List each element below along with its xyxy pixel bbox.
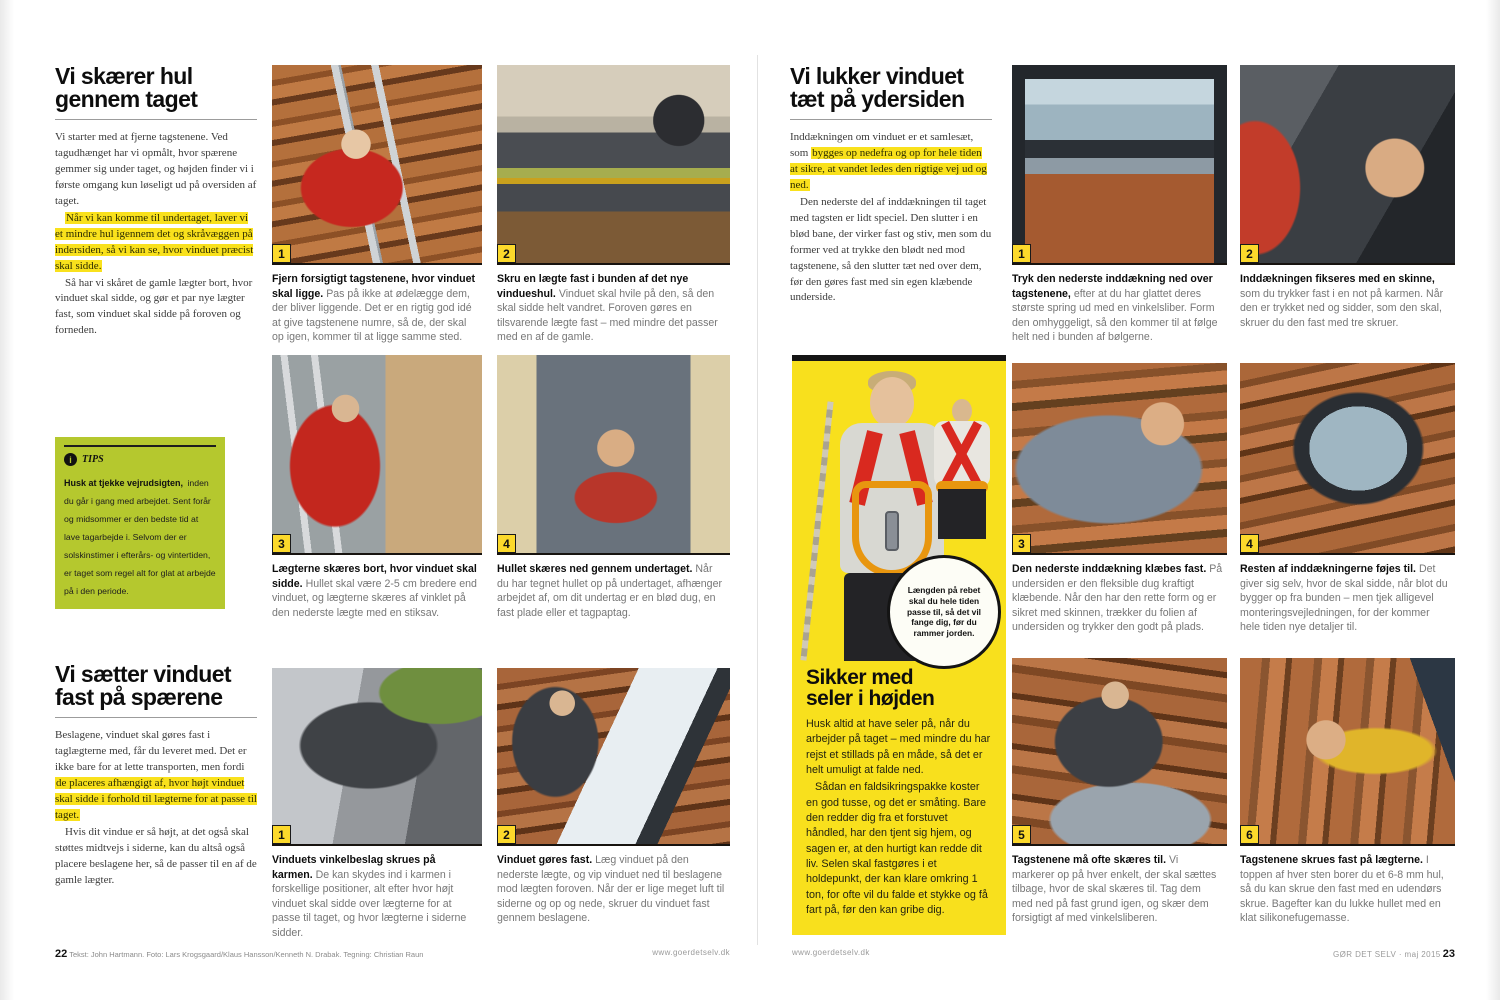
- caption-lead: Inddækningen fikseres med en skinne,: [1240, 273, 1435, 285]
- caption-lead: Hullet skæres ned gennem undertaget.: [497, 563, 693, 575]
- paragraph: Vi starter med at fjerne tagstenene. Ved tagudhænget har vi opmålt, hvor spærene gemmer sig under taget, og højden finder vi i første omgang kun løseligt ud på oversiden af taget.: [55, 131, 257, 207]
- step-caption: [272, 562, 478, 620]
- caption-text: Vinduet skal hvile på den, så den skal sidde helt vandret. Foroven gøres en tilsvarende lægte fast – med mindre det passer med en af de gamle.: [497, 287, 718, 344]
- title-rule: [790, 119, 992, 120]
- caption-text: I toppen af hver sten borer du et 6-8 mm hul, så du kan skrue den fast med en udendørs skrue. Bagefter kan du lukke hullet med en klat silikonefugemasse.: [1240, 854, 1444, 925]
- paragraph: Inddækningen om vinduet er et samlesæt, som bygges op nedefra og op for hele tiden at sikre, at vandet ledes den rigtige vej ud og ned.: [790, 131, 987, 191]
- step-number-badge: 1: [272, 244, 291, 263]
- photo-marking-wall: [272, 355, 482, 555]
- step-caption: [1240, 272, 1451, 330]
- caption-text: Vi markerer op på hver enkelt, der skal sættes tilbage, hvor de skal skæres til. Tag dem med ned på fast grund igen, og skær dem forsigtigt af med vinkelsliberen.: [1012, 854, 1217, 925]
- caption-lead: Lægterne skæres bort, hvor vinduet skal sidde.: [272, 563, 477, 590]
- figure-head: [870, 377, 914, 427]
- step-caption: [1240, 853, 1451, 926]
- step-caption: [1012, 853, 1223, 926]
- step-caption: [1012, 562, 1223, 635]
- safety-panel: [792, 355, 1006, 935]
- caption-lead: Vinduets vinkelbeslag skrues på karmen.: [272, 854, 436, 881]
- caption-lead: Den nederste inddækning klæbes fast.: [1012, 563, 1207, 575]
- safety-rope: [800, 401, 833, 660]
- caption-lead: Tagstenene må ofte skæres til.: [1012, 854, 1167, 866]
- issue-line: GØR DET SELV · maj 2015: [1333, 950, 1441, 959]
- title-rule: [55, 717, 257, 718]
- step-number-badge: 4: [497, 534, 516, 553]
- step-number-badge: 6: [1240, 825, 1259, 844]
- caption-lead: Vinduet gøres fast.: [497, 854, 593, 866]
- photo-drilling-bracket: [272, 668, 482, 846]
- tips-label: TIPS: [82, 454, 104, 465]
- caption-text: Læg vinduet på den nederste lægte, og vip vinduet ned til beslagene mod lægten foroven. Når der er lige meget luft til siderne og op og nede, skruer du vinduet fast gennem beslagene.: [497, 854, 725, 925]
- left-footer: [55, 948, 423, 960]
- right-footer: [1255, 948, 1455, 960]
- left-footer-site: www.goerdetselv.dk: [652, 948, 730, 957]
- step-number-badge: 1: [272, 825, 291, 844]
- page-fold-divider: [757, 55, 758, 945]
- caption-lead: Tryk den nederste inddækning ned over tagstenene,: [1012, 273, 1213, 300]
- photo-window-flashing-top: [1012, 65, 1227, 265]
- step-number-badge: 3: [1012, 534, 1031, 553]
- step-caption: [1240, 562, 1451, 635]
- tips-header: [64, 445, 216, 466]
- paragraph: Så har vi skåret de gamle lægter bort, hvor vinduet skal sidde, og gør et par nye lægter fast, som vinduet skal sidde på foroven og forneden.: [55, 276, 253, 337]
- paragraph: Når vi kan komme til undertaget, laver vi et mindre hul igennem det og skråvæggen på indersiden, så vi kan se, hvor vinduet præcist skal sidde.: [55, 211, 254, 272]
- caption-lead: Fjern forsigtigt tagstenene, hvor vinduet skal ligge.: [272, 273, 476, 300]
- step-number-badge: 2: [497, 244, 516, 263]
- photo-flashing-rail: [1240, 65, 1455, 265]
- tips-lead: Husk at tjekke vejrudsigten,: [64, 478, 184, 488]
- tips-box: [55, 437, 225, 609]
- page-number: 23: [1442, 948, 1455, 960]
- photo-flashing-complete: [1240, 363, 1455, 555]
- tips-text: inden du går i gang med arbejdet. Sent forår og midsommer er den bedste tid at lave tagarbejde i. Selvom der er solskinstimer i efterårs- og vintertiden, er taget som regel alt for glat at arbejde på i den periode.: [64, 478, 216, 596]
- photo-cutting-tiles: [1012, 658, 1227, 846]
- paragraph: Beslagene, vinduet skal gøres fast i taglægterne med, får du leveret med. Det er ikke bare for at lette transporten, men fordi de placeres afhængigt af, hvor højt vinduet skal sidde i forhold til lægterne for at passe til taget.: [55, 729, 257, 821]
- step-caption: [1012, 272, 1223, 345]
- step-caption: [497, 272, 725, 345]
- caption-text: Når du har tegnet hullet op på undertaget, afhænger arbejdet af, om dit undertag er en blød dug, en fast plade eller et tagpaptag.: [497, 563, 722, 619]
- step-number-badge: 2: [497, 825, 516, 844]
- step-caption: [497, 853, 725, 926]
- caption-text: På undersiden er den fleksible dug kraftigt klæbende. Når den har den rette form og er sikret med skinnen, trækker du folien af undersiden og trykker den godt på plads.: [1012, 563, 1223, 634]
- photo-flexible-flashing: [1012, 363, 1227, 555]
- step-caption: [497, 562, 725, 620]
- caption-text: efter at du har glattet deres største spring ud med en vinkelsliber. Form den omhyggeligt, så den kommer til at følge helt ned i bunden af bølgerne.: [1012, 287, 1218, 344]
- caption-text: som du trykker fast i en not på karmen. Når den er trykket ned og sidder, som den skal, skruer du den fast med tre skruer.: [1240, 287, 1444, 329]
- photo-removing-roof-tiles: [272, 65, 482, 265]
- page-number: 22: [55, 948, 68, 960]
- paragraph: Den nederste del af inddækningen til taget med tagsten er lidt speciel. Den slutter i en blød bane, der virker fast og stiv, men som du former ved at trykke den blødt ned mod tagstenene, så den slutter tæt ned over dem, før den gøres fast med sin egen klæbende underside.: [790, 195, 992, 304]
- section-title: Vi sætter vinduet fast på spærene: [55, 661, 231, 710]
- step-number-badge: 3: [272, 534, 291, 553]
- step-number-badge: 5: [1012, 825, 1031, 844]
- photo-spirit-level: [497, 65, 730, 265]
- caption-text: Det giver sig selv, hvor de skal sidde, når blot du bygger op fra bunden – men tjek alligevel monteringsvejledningen, for der kommer hele tiden nye detaljer til.: [1240, 563, 1448, 634]
- caption-text: Pas på ikke at ødelægge dem, der bliver liggende. Det er en rigtig god idé at give tagstenene numre, så de, der skal op igen, kommer til at ligge samme sted.: [272, 287, 472, 344]
- section-title: Vi skærer hul gennem taget: [55, 63, 198, 112]
- right-section-column: [790, 65, 992, 307]
- step-number-badge: 4: [1240, 534, 1259, 553]
- title-rule: [55, 119, 257, 120]
- right-footer-site: www.goerdetselv.dk: [792, 948, 870, 957]
- step-number-badge: 1: [1012, 244, 1031, 263]
- safety-title: Sikker med seler i højden: [806, 666, 935, 710]
- step-caption: [272, 853, 478, 941]
- paragraph: Hvis dit vindue er så højt, at det også skal støttes midtvejs i siderne, kan du altså også placere beslagene her, så de passer til en af de gamle lægter.: [55, 825, 257, 886]
- paragraph: Sådan en faldsikringspakke koster en god tusse, og det er småting. Bare den redder dig fra et forstuvet håndled, har den tjent sig hjem, og sagen er, at den hurtigt kan redde dit liv. Selen skal fastgøres i et holdepunkt, der kan klare omkring 1 ton, for ofte vil du falde et stykke og få fart på, før den kan gribe dig.: [806, 781, 988, 916]
- caption-lead: Resten af inddækningerne føjes til.: [1240, 563, 1417, 575]
- caption-text: Hullet skal være 2-5 cm bredere end vinduet, og lægterne skæres af vinklet på den nederste lægte med en stiksav.: [272, 577, 477, 619]
- section-title: Vi lukker vinduet tæt på ydersiden: [790, 63, 965, 112]
- photo-fitting-window: [497, 668, 730, 846]
- step-number-badge: 2: [1240, 244, 1259, 263]
- tips-bulb-icon: i: [64, 453, 77, 466]
- safety-text: [806, 717, 992, 920]
- photo-head-through-hole: [497, 355, 730, 555]
- photo-harness-back-view: [930, 399, 996, 539]
- harness-buckle: [885, 511, 899, 551]
- left-section2-column: [55, 663, 257, 889]
- credits-line: Tekst: John Hartmann. Foto: Lars Krogsgaard/Klaus Hansson/Kenneth N. Drabak. Tegning: Christian Raun: [69, 950, 424, 959]
- speech-bubble: Længden på rebet skal du hele tiden passe til, så det vil fange dig, før du rammer jorden.: [887, 555, 1001, 669]
- left-section1-column: [55, 65, 257, 340]
- caption-text: De kan skydes ind i karmen i forskellige positioner, alt efter hvor højt vinduet skal sidde over lægterne for at passe til taget, og hvor lægterne i siderne sidder.: [272, 868, 467, 940]
- step-caption: [272, 272, 478, 345]
- caption-lead: Tagstenene skrues fast på lægterne.: [1240, 854, 1423, 866]
- photo-screwing-tiles: [1240, 658, 1455, 846]
- paragraph: Husk altid at have seler på, når du arbejder på taget – med mindre du har rejst et stillads på en måde, så det er helt umuligt at falde ned.: [806, 718, 991, 776]
- caption-lead: Skru en lægte fast i bunden af det nye vindueshul.: [497, 273, 689, 300]
